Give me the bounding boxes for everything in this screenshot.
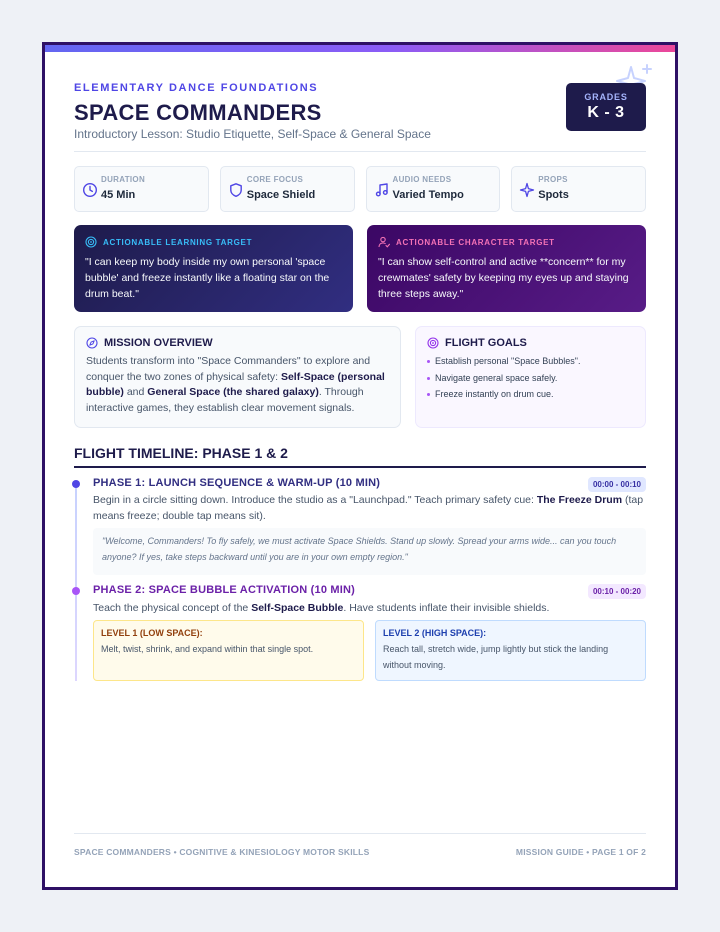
compass-icon — [86, 337, 98, 349]
stats-row — [74, 166, 646, 212]
phase-2-dot — [72, 587, 80, 595]
phase-2-bold-concept: Self-Space Bubble — [251, 602, 344, 614]
footer-right: MISSION GUIDE • PAGE 1 OF 2 — [515, 847, 646, 857]
eyebrow-label: ELEMENTARY DANCE FOUNDATIONS — [74, 82, 319, 94]
mission-bold-self-space: Self-Space (personal bubble) — [86, 370, 385, 398]
target-icon — [427, 337, 439, 349]
grades-badge — [566, 83, 646, 131]
mission-overview-text — [86, 354, 389, 416]
phase-1-bold-cue: The Freeze Drum — [536, 494, 623, 506]
phase-1-dot — [72, 480, 80, 488]
stat-value: Varied Tempo — [392, 189, 464, 201]
character-target-heading-text: ACTIONABLE CHARACTER TARGET — [396, 237, 555, 247]
stat-label: DURATION — [101, 175, 146, 184]
phase-1-description — [93, 492, 646, 524]
timeline-title: FLIGHT TIMELINE: PHASE 1 & 2 — [74, 445, 288, 461]
list-item: Freeze instantly on drum cue. — [427, 386, 634, 403]
gradient-top-bar — [45, 45, 675, 52]
sparkle-icon — [519, 182, 535, 198]
phase-2-description — [93, 600, 646, 616]
learning-target-card — [74, 225, 353, 312]
mission-text-part: Students transform into "Space Commanders" to explore and conquer the two zones of physical safety: — [86, 355, 371, 383]
mission-overview-card — [74, 326, 401, 428]
phase-1-text-part: (tap means freeze; double tap means sit). — [93, 494, 644, 522]
phase-1-time-badge: 00:00 - 00:10 — [588, 477, 646, 492]
footer-divider — [74, 833, 646, 834]
timeline-rail — [75, 481, 77, 681]
mission-overview-heading-text: MISSION OVERVIEW — [104, 337, 213, 349]
user-check-icon — [378, 236, 390, 248]
mission-text-part: . Through interactive games, they establish clear movement signals. — [86, 386, 364, 414]
flight-goals-card — [415, 326, 646, 428]
phase-2-text-part: Teach the physical concept of the — [93, 602, 252, 614]
timeline-rule — [74, 466, 646, 468]
level-2-card — [375, 620, 646, 681]
mission-text-part: and — [123, 386, 148, 398]
level-2-heading: LEVEL 2 (HIGH SPACE): — [383, 628, 487, 638]
target-icon — [85, 236, 97, 248]
music-note-icon — [374, 182, 390, 198]
stat-props — [511, 166, 646, 212]
flight-goals-list — [427, 353, 634, 403]
level-1-card — [93, 620, 364, 681]
mission-overview-heading — [86, 337, 389, 349]
lesson-page — [42, 42, 678, 890]
grades-value: K - 3 — [587, 104, 625, 121]
phase-1-text-part: Begin in a circle sitting down. Introduce the studio as a "Launchpad." Teach primary safety cue: — [93, 494, 537, 506]
stat-audio-needs — [366, 166, 501, 212]
page-subtitle: Introductory Lesson: Studio Etiquette, Self-Space & General Space — [74, 127, 431, 141]
learning-target-heading-text: ACTIONABLE LEARNING TARGET — [103, 237, 253, 247]
footer-left: SPACE COMMANDERS • COGNITIVE & KINESIOLOGY MOTOR SKILLS — [74, 847, 370, 857]
phase-2-text-part: . Have students inflate their invisible shields. — [343, 602, 550, 614]
stat-value: Spots — [538, 189, 569, 201]
mission-bold-general-space: General Space (the shared galaxy) — [147, 386, 319, 398]
phase-2-time-badge: 00:10 - 00:20 — [588, 584, 646, 599]
shield-icon — [228, 182, 244, 198]
stat-core-focus — [220, 166, 355, 212]
learning-target-heading — [85, 236, 342, 248]
stat-value: 45 Min — [101, 189, 136, 201]
character-target-text: "I can show self-control and active **concern** for my crewmates' safety by keeping my eyes up and staying three steps away." — [378, 256, 629, 300]
list-item: Navigate general space safely. — [427, 370, 634, 387]
page-title: SPACE COMMANDERS — [74, 100, 322, 125]
header-divider — [74, 151, 646, 152]
level-1-text: Melt, twist, shrink, and expand within that single spot. — [101, 644, 314, 654]
grades-label: GRADES — [584, 92, 628, 102]
stat-value: Space Shield — [246, 189, 316, 201]
stat-label: PROPS — [538, 175, 568, 184]
stat-duration — [74, 166, 209, 212]
level-2-text: Reach tall, stretch wide, jump lightly but stick the landing without moving. — [383, 644, 609, 670]
learning-target-text: "I can keep my body inside my own personal 'space bubble' and freeze instantly like a floating star on the drum beat." — [85, 256, 330, 300]
character-target-card — [367, 225, 646, 312]
phase-1-script-quote: "Welcome, Commanders! To fly safely, we must activate Space Shields. Stand up slowly. Spread your arms wide... can you touch anyone? If yes, take steps backward until you are in your own empty region." — [93, 528, 646, 575]
level-1-heading: LEVEL 1 (LOW SPACE): — [101, 628, 203, 638]
stat-label: AUDIO NEEDS — [392, 175, 452, 184]
phase-2-title: PHASE 2: SPACE BUBBLE ACTIVATION (10 MIN) — [93, 584, 356, 596]
flight-goals-heading-text: FLIGHT GOALS — [445, 337, 527, 349]
phase-1-title: PHASE 1: LAUNCH SEQUENCE & WARM-UP (10 MIN) — [93, 477, 381, 489]
stat-label: CORE FOCUS — [246, 175, 304, 184]
character-target-heading — [378, 236, 635, 248]
flight-goals-heading — [427, 337, 634, 349]
clock-icon — [82, 182, 98, 198]
list-item: Establish personal "Space Bubbles". — [427, 353, 634, 370]
